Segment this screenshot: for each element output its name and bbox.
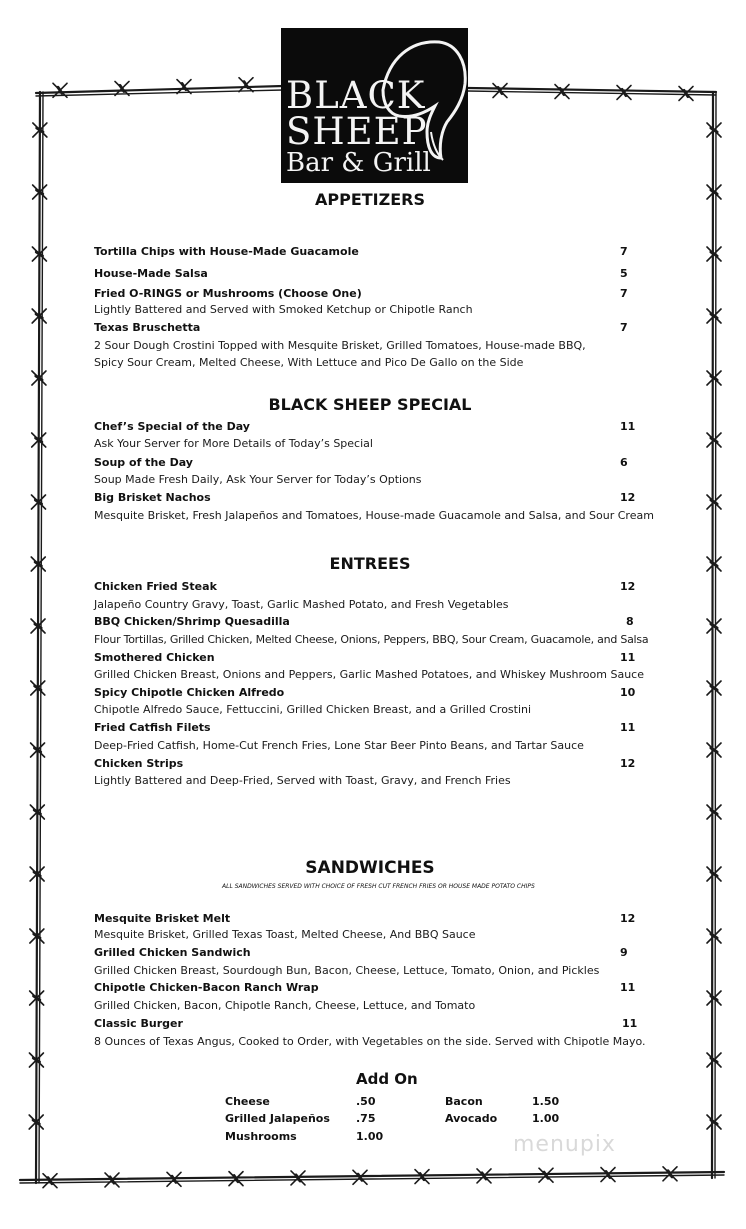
addon-item-price: 1.00 <box>532 1112 560 1125</box>
menu-item-price: 12 <box>620 912 636 925</box>
addon-item-name: Grilled Jalapeños <box>225 1112 330 1125</box>
menu-item-description: 8 Ounces of Texas Angus, Cooked to Order, with Vegetables on the side. Served with Chipotle Mayo. <box>94 1035 646 1048</box>
menu-item-price: 7 <box>620 321 628 334</box>
menu-item-name: Mesquite Brisket Melt <box>94 912 231 925</box>
menu-item-price: 7 <box>620 287 628 300</box>
menu-item-price: 11 <box>620 651 636 664</box>
menu-item-name: House-Made Salsa <box>94 267 208 280</box>
menu-item-name: BBQ Chicken/Shrimp Quesadilla <box>94 615 290 628</box>
menu-item-price: 12 <box>620 757 636 770</box>
special-heading: BLACK SHEEP SPECIAL <box>268 395 472 414</box>
logo-word-black: BLACK <box>286 74 426 117</box>
menu-item-name: Grilled Chicken Sandwich <box>94 946 251 959</box>
addon-item-name: Cheese <box>225 1095 270 1108</box>
menu-item-name: Fried Catfish Filets <box>94 721 211 734</box>
menu-item-price: 10 <box>620 686 636 699</box>
menu-item-description: Mesquite Brisket, Grilled Texas Toast, Melted Cheese, And BBQ Sauce <box>94 928 476 941</box>
logo-word-sheep: SHEEP <box>286 110 428 153</box>
menu-item-name: Chef’s Special of the Day <box>94 420 250 433</box>
menu-item-description: Grilled Chicken, Bacon, Chipotle Ranch, Cheese, Lettuce, and Tomato <box>94 999 476 1012</box>
menu-item-name: Fried O-RINGS or Mushrooms (Choose One) <box>94 287 362 300</box>
addon-item-name: Mushrooms <box>225 1130 297 1143</box>
menu-item-description: 2 Sour Dough Crostini Topped with Mesquite Brisket, Grilled Tomatoes, House-made BBQ, <box>94 339 586 352</box>
menu-item-name: Spicy Chipotle Chicken Alfredo <box>94 686 285 699</box>
menu-item-price: 8 <box>626 615 634 628</box>
menu-item-description: Mesquite Brisket, Fresh Jalapeños and Tomatoes, House-made Guacamole and Salsa, and Sour Cream <box>94 509 654 522</box>
menu-item-price: 9 <box>620 946 628 959</box>
menu-item-price: 11 <box>620 981 636 994</box>
menu-item-description: Lightly Battered and Served with Smoked Ketchup or Chipotle Ranch <box>94 303 473 316</box>
menu-item-description: Ask Your Server for More Details of Today’s Special <box>94 437 373 450</box>
menu-item-name: Texas Bruschetta <box>94 321 201 334</box>
menu-item-name: Chipotle Chicken-Bacon Ranch Wrap <box>94 981 319 994</box>
menu-item-price: 12 <box>620 580 636 593</box>
addon-item-price: .75 <box>356 1112 376 1125</box>
menu-item-price: 5 <box>620 267 628 280</box>
menu-item-description: Jalapeño Country Gravy, Toast, Garlic Mashed Potato, and Fresh Vegetables <box>94 598 509 611</box>
logo-bar-grill: Bar & Grill <box>286 148 431 178</box>
menu-item-description: Grilled Chicken Breast, Onions and Peppers, Garlic Mashed Potatoes, and Whiskey Mushroom Sauce <box>94 668 644 681</box>
addon-item-price: 1.00 <box>356 1130 384 1143</box>
addon-item-name: Avocado <box>445 1112 498 1125</box>
menu-item-description: Grilled Chicken Breast, Sourdough Bun, Bacon, Cheese, Lettuce, Tomato, Onion, and Pickles <box>94 964 600 977</box>
addon-item-price: .50 <box>356 1095 376 1108</box>
menu-item-description: Lightly Battered and Deep-Fried, Served with Toast, Gravy, and French Fries <box>94 774 511 787</box>
menu-item-name: Classic Burger <box>94 1017 183 1030</box>
menu-item-name: Chicken Strips <box>94 757 184 770</box>
addon-heading: Add On <box>356 1070 418 1088</box>
menu-item-description: Chipotle Alfredo Sauce, Fettuccini, Grilled Chicken Breast, and a Grilled Crostini <box>94 703 532 716</box>
menu-item-name: Chicken Fried Steak <box>94 580 217 593</box>
menu-item-description: Flour Tortillas, Grilled Chicken, Melted Cheese, Onions, Peppers, BBQ, Sour Cream, Guacamole, and Salsa <box>94 633 649 646</box>
menu-item-description: Soup Made Fresh Daily, Ask Your Server for Today’s Options <box>94 473 422 486</box>
menu-item-price: 11 <box>622 1017 638 1030</box>
menu-item-name: Tortilla Chips with House-Made Guacamole <box>94 245 359 258</box>
appetizers-heading: APPETIZERS <box>314 190 425 209</box>
menu-item-name: Soup of the Day <box>94 456 193 469</box>
addon-item-name: Bacon <box>445 1095 483 1108</box>
menu-item-price: 11 <box>620 721 636 734</box>
watermark: menupix <box>513 1132 616 1157</box>
menu-item-price: 11 <box>620 420 636 433</box>
menu-item-name: Big Brisket Nachos <box>94 491 211 504</box>
sandwiches-heading: SANDWICHES <box>305 858 435 878</box>
menu-item-price: 6 <box>620 456 628 469</box>
addon-item-price: 1.50 <box>532 1095 560 1108</box>
menu-item-name: Smothered Chicken <box>94 651 215 664</box>
menu-item-price: 12 <box>620 491 636 504</box>
black-sheep-logo <box>281 28 468 183</box>
menu-item-price: 7 <box>620 245 628 258</box>
sandwiches-note: ALL SANDWICHES SERVED WITH CHOICE OF FRESH CUT FRENCH FRIES OR HOUSE MADE POTATO CHIPS <box>222 883 535 890</box>
menu-item-description: Spicy Sour Cream, Melted Cheese, With Lettuce and Pico De Gallo on the Side <box>94 356 524 369</box>
entrees-heading: ENTREES <box>329 554 411 573</box>
menu-item-description: Deep-Fried Catfish, Home-Cut French Fries, Lone Star Beer Pinto Beans, and Tartar Sauce <box>94 739 584 752</box>
